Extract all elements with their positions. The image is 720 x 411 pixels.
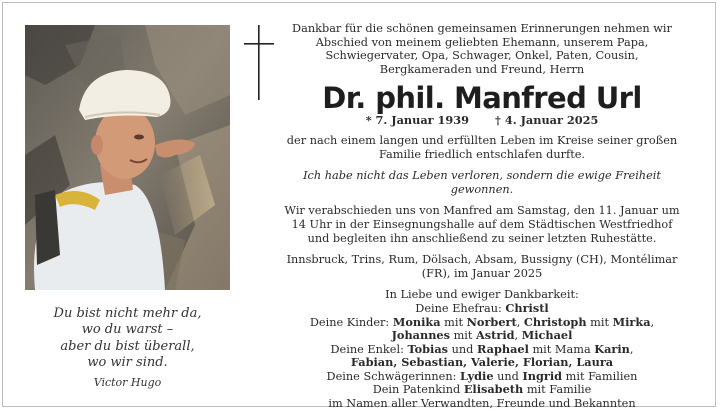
cross-icon (244, 25, 274, 100)
deceased-name: Dr. phil. Manfred Url (322, 81, 642, 116)
wife-name: Christl (505, 300, 549, 315)
partner-name: Norbert (466, 314, 517, 329)
death-date: † 4. Januar 2025 (495, 113, 599, 128)
and-word: und (451, 342, 474, 356)
intro-text: Dankbar für die schönen gemeinsamen Erinnerungen nehmen wir Abschied von meinem geliebten Ehemann, unserem Papa, Schwiegervater, Opa, Schwager, Onkel, Paten, Cousin, Bergkameraden und Freund, Herrn (292, 22, 672, 76)
sister-in-law-name: Ingrid (522, 368, 563, 383)
grandchildren-label: Deine Enkel: (330, 342, 404, 356)
children-label: Deine Kinder: (309, 315, 390, 329)
grandchild-name: Tobias (407, 341, 448, 356)
sisters-in-law-label: Deine Schwägerinnen: (326, 369, 457, 383)
sister-in-law-name: Lydie (460, 368, 494, 383)
child-name: Johannes (391, 328, 450, 343)
mourners-grandchildren: Deine Enkel: Tobias und Raphael mit Mama Karin, Fabian, Sebastian, Valerie, Florian, Laura (330, 341, 634, 370)
mama-name: Karin (594, 341, 630, 356)
mourners-wife (284, 302, 680, 316)
poem-author: Victor Hugo (93, 376, 162, 390)
mama-label: mit Mama (532, 342, 591, 356)
poem-line: aber du bist überall, (60, 338, 195, 354)
poem-line: wo du warst – (81, 322, 174, 338)
obituary-text (284, 22, 680, 411)
child-name: Michael (521, 328, 573, 343)
partner-name: Astrid (476, 328, 515, 343)
funeral-text: Wir verabschieden uns von Manfred am Samstag, den 11. Januar um 14 Uhr in der Einsegnungshalle auf dem Städtischen Westfriedhof und begleiten ihn anschließend zu seiner letzten Ruhestätte. (284, 204, 680, 245)
grandchildren-names: Fabian, Sebastian, Valerie, Florian, Laura (350, 355, 614, 370)
grandchild-name: Raphael (476, 341, 529, 356)
godchild-label: Dein Patenkind (372, 383, 461, 397)
places-text: Innsbruck, Trins, Rum, Dölsach, Absam, Bussigny (CH), Montélimar (FR), im Januar 2025 (286, 253, 678, 280)
families-suffix: mit Familien (565, 369, 638, 383)
child-name: Monika (392, 314, 441, 329)
partner-name: Mirka (612, 314, 651, 329)
mourners-heading: In Liebe und ewiger Dankbarkeit: (385, 288, 579, 302)
portrait-photo (25, 25, 230, 290)
poem (25, 306, 230, 391)
quote-text: Ich habe nicht das Leben verloren, sondern die ewige Freiheit gewonnen. (303, 169, 661, 196)
poem-line: Du bist nicht mehr da, (53, 306, 202, 321)
birth-date: * 7. Januar 1939 (365, 113, 469, 128)
with-word: mit (590, 315, 610, 329)
child-name: Christoph (523, 314, 587, 329)
mourners-sisters-in-law (284, 370, 680, 384)
mourners-godchild (284, 383, 680, 397)
passing-text: der nach einem langen und erfüllten Leben im Kreise seiner großen Familie friedlich entschlafen durfte. (286, 133, 678, 161)
mourners-closing: im Namen aller Verwandten, Freunde und Bekannten (328, 397, 636, 411)
poem-line: wo wir sind. (87, 354, 168, 370)
life-dates (284, 114, 680, 128)
and-word: und (497, 369, 519, 383)
with-word: mit (453, 329, 473, 343)
wife-label: Deine Ehefrau: (415, 301, 502, 315)
godchild-name: Elisabeth (463, 382, 524, 397)
family-suffix: mit Familie (526, 383, 592, 397)
mourners-children: Deine Kinder: Monika mit Norbert, Christoph mit Mirka, Johannes mit Astrid, Michael (309, 314, 655, 343)
with-word: mit (444, 315, 464, 329)
